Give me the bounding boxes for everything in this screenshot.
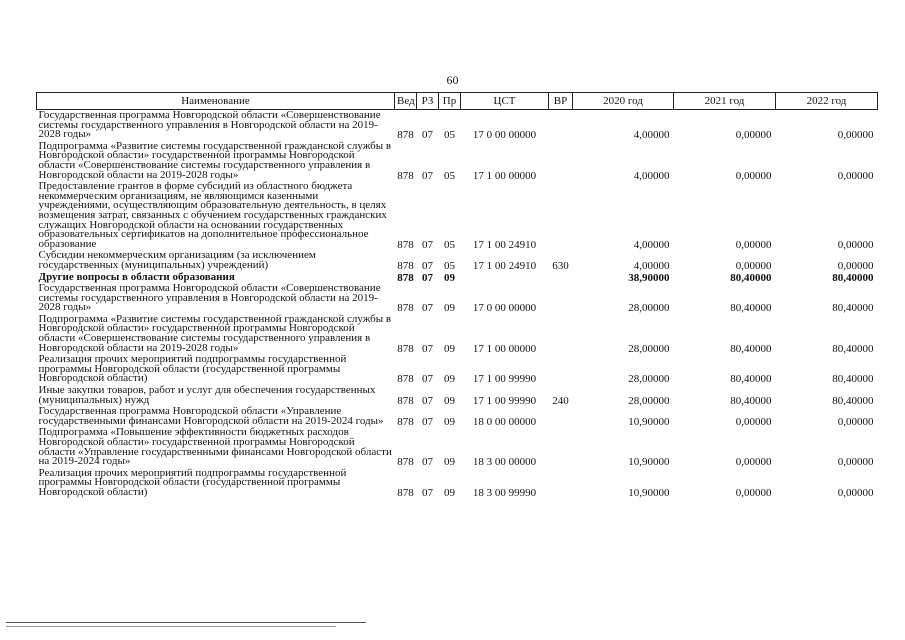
row-2022-cell: 0,00000 (837, 456, 874, 469)
row-rz-cell: 07 (422, 302, 433, 315)
row-2021-cell: 80,40000 (730, 271, 772, 284)
footer-rule (6, 622, 366, 623)
column-header-cst: ЦСТ (461, 93, 549, 110)
row-2021-cell: 0,00000 (735, 486, 772, 499)
row-vr-cell (549, 406, 573, 427)
row-name-cell: Реализация прочих мероприятий подпрограммы государственной программы Новгородской области (государственной программы Новгородской области) (38, 353, 347, 385)
row-ved-cell: 878 (397, 169, 414, 182)
column-header-2020: 2020 год (573, 93, 674, 110)
row-rz-cell: 07 (422, 271, 433, 284)
row-cst-cell: 17 0 00 00000 (472, 302, 537, 315)
row-ved-cell: 878 (397, 486, 414, 499)
table-row (37, 110, 878, 141)
footer-rule-secondary (6, 626, 336, 627)
row-rz-cell: 07 (422, 259, 433, 272)
row-ved-cell: 878 (397, 271, 414, 284)
row-rz-cell: 07 (422, 342, 433, 355)
column-header-rz: РЗ (417, 93, 439, 110)
row-pr-cell: 05 (444, 238, 455, 251)
row-2020-cell: 38,90000 (628, 271, 670, 284)
row-ved-cell: 878 (397, 238, 414, 251)
row-vr-cell (549, 110, 573, 141)
row-ved-cell: 878 (397, 394, 414, 407)
row-vr-cell (549, 427, 573, 467)
row-ved-cell: 878 (397, 129, 414, 142)
row-2020-cell: 28,00000 (628, 394, 670, 407)
row-2020-cell: 10,90000 (628, 456, 670, 469)
row-name-cell: Субсидии некоммерческим организациям (за исключением государственных (муниципальных) учреждений) (38, 249, 316, 271)
row-ved-cell: 878 (397, 373, 414, 386)
column-header-pr: Пр (439, 93, 461, 110)
row-pr-cell: 09 (444, 456, 455, 469)
row-cst-cell: 17 1 00 00000 (472, 342, 537, 355)
row-pr-cell: 09 (444, 415, 455, 428)
table-row (37, 314, 878, 354)
row-pr-cell: 09 (444, 394, 455, 407)
row-ved-cell: 878 (397, 415, 414, 428)
budget-table (36, 92, 878, 499)
row-cst-cell: 17 1 00 24910 (472, 259, 537, 272)
row-2022-cell: 80,40000 (832, 271, 874, 284)
row-pr-cell: 09 (444, 342, 455, 355)
row-2020-cell: 28,00000 (628, 302, 670, 315)
row-rz-cell: 07 (422, 394, 433, 407)
row-name-cell: Государственная программа Новгородской области «Управление государственными финансами Новгородской области на 2019-2024 годы» (38, 405, 384, 427)
table-row (37, 468, 878, 499)
row-2021-cell: 0,00000 (735, 238, 772, 251)
row-rz-cell: 07 (422, 373, 433, 386)
row-vr-cell (549, 354, 573, 385)
row-2020-cell: 10,90000 (628, 486, 670, 499)
table-row (37, 427, 878, 467)
row-cst-cell: 17 1 00 24910 (472, 238, 537, 251)
row-2021-cell: 80,40000 (730, 302, 772, 315)
row-name-cell: Государственная программа Новгородской области «Совершенствование системы государственного управления в Новгородской области на 2019-2028 годы» (38, 282, 381, 314)
row-name-cell: Подпрограмма «Развитие системы государственной гражданской службы в Новгородской области» государственной программы Новгородской области «Совершенствование системы государственного управления в Новгородской области на 2019-2028 годы» (38, 139, 392, 181)
page-number: 60 (446, 73, 459, 87)
row-rz-cell: 07 (422, 415, 433, 428)
row-2021-cell: 0,00000 (735, 415, 772, 428)
row-2021-cell: 0,00000 (735, 259, 772, 272)
column-header-vr: ВР (549, 93, 573, 110)
row-2022-cell: 0,00000 (837, 486, 874, 499)
row-vr-cell (549, 468, 573, 499)
row-vr-cell: 240 (552, 394, 569, 407)
row-name-cell: Другие вопросы в области образования (38, 270, 235, 283)
row-cst-cell: 17 1 00 00000 (472, 169, 537, 182)
row-pr-cell: 09 (444, 271, 455, 284)
row-ved-cell: 878 (397, 342, 414, 355)
row-2021-cell: 0,00000 (735, 169, 772, 182)
column-header-ved: Вед (395, 93, 417, 110)
column-header-2022: 2022 год (776, 93, 878, 110)
row-rz-cell: 07 (422, 456, 433, 469)
row-vr-cell: 630 (552, 259, 569, 272)
row-2020-cell: 4,00000 (633, 169, 670, 182)
table-body (37, 110, 878, 499)
row-2020-cell: 28,00000 (628, 373, 670, 386)
row-2020-cell: 4,00000 (633, 259, 670, 272)
row-rz-cell: 07 (422, 486, 433, 499)
row-pr-cell: 05 (444, 259, 455, 272)
table-row (37, 141, 878, 181)
row-ved-cell: 878 (397, 456, 414, 469)
row-2020-cell: 4,00000 (633, 129, 670, 142)
row-2022-cell: 80,40000 (832, 394, 874, 407)
row-pr-cell: 09 (444, 302, 455, 315)
row-2021-cell: 0,00000 (735, 129, 772, 142)
row-cst-cell: 17 1 00 99990 (472, 394, 537, 407)
row-name-cell: Подпрограмма «Развитие системы государственной гражданской службы в Новгородской области» государственной программы Новгородской области «Совершенствование системы государственного управления в Новгородской области на 2019-2028 годы» (38, 312, 392, 354)
row-pr-cell: 09 (444, 486, 455, 499)
row-2021-cell: 80,40000 (730, 342, 772, 355)
column-header-2021: 2021 год (674, 93, 776, 110)
table-row (37, 354, 878, 385)
row-vr-cell (549, 283, 573, 314)
row-cst-cell: 17 0 00 00000 (472, 129, 537, 142)
row-cst-cell: 17 1 00 99990 (472, 373, 537, 386)
row-vr-cell (549, 141, 573, 181)
row-name-cell: Реализация прочих мероприятий подпрограммы государственной программы Новгородской области (государственной программы Новгородской области) (38, 466, 347, 498)
row-2022-cell: 80,40000 (832, 342, 874, 355)
table-header-row (37, 93, 878, 110)
row-cst-cell: 18 3 00 00000 (472, 456, 537, 469)
row-2022-cell: 80,40000 (832, 302, 874, 315)
row-pr-cell: 05 (444, 169, 455, 182)
row-name-cell: Подпрограмма «Повышение эффективности бюджетных расходов Новгородской области» государственной программы Новгородской области «Управление государственными финансами Новгородской области на 2019-2024 годы» (38, 426, 392, 468)
row-2022-cell: 80,40000 (832, 373, 874, 386)
column-header-name: Наименование (37, 93, 395, 110)
row-ved-cell: 878 (397, 259, 414, 272)
row-2022-cell: 0,00000 (837, 169, 874, 182)
row-vr-cell (549, 272, 573, 284)
table-row (37, 181, 878, 250)
row-2021-cell: 80,40000 (730, 373, 772, 386)
table-row (37, 250, 878, 271)
row-rz-cell: 07 (422, 129, 433, 142)
row-name-cell: Предоставление грантов в форме субсидий из областного бюджета некоммерческим организациям, не являющимся казенными учреждениями, осуществляющим образовательную деятельность, в целях возмещения затрат, связанных с обучением государственных гражданских служащих Новгородской области на основании государственных образовательных сертификатов на дополнительное профессиональное образование (38, 180, 387, 250)
row-2021-cell: 80,40000 (730, 394, 772, 407)
row-vr-cell (549, 181, 573, 250)
row-2020-cell: 10,90000 (628, 415, 670, 428)
row-vr-cell (549, 314, 573, 354)
row-2021-cell: 0,00000 (735, 456, 772, 469)
table-row (37, 385, 878, 406)
row-2022-cell: 0,00000 (837, 415, 874, 428)
table-row (37, 406, 878, 427)
table-row (37, 283, 878, 314)
row-2020-cell: 28,00000 (628, 342, 670, 355)
row-cst-cell (461, 272, 549, 284)
row-2020-cell: 4,00000 (633, 238, 670, 251)
row-name-cell: Государственная программа Новгородской области «Совершенствование системы государственного управления в Новгородской области на 2019-2028 годы» (38, 109, 381, 141)
row-name-cell: Иные закупки товаров, работ и услуг для обеспечения государственных (муниципальных) нужд (38, 384, 376, 406)
row-rz-cell: 07 (422, 238, 433, 251)
row-cst-cell: 18 0 00 00000 (472, 415, 537, 428)
row-2022-cell: 0,00000 (837, 259, 874, 272)
row-pr-cell: 09 (444, 373, 455, 386)
row-rz-cell: 07 (422, 169, 433, 182)
row-2022-cell: 0,00000 (837, 238, 874, 251)
row-pr-cell: 05 (444, 129, 455, 142)
row-ved-cell: 878 (397, 302, 414, 315)
row-2022-cell: 0,00000 (837, 129, 874, 142)
row-cst-cell: 18 3 00 99990 (472, 486, 537, 499)
